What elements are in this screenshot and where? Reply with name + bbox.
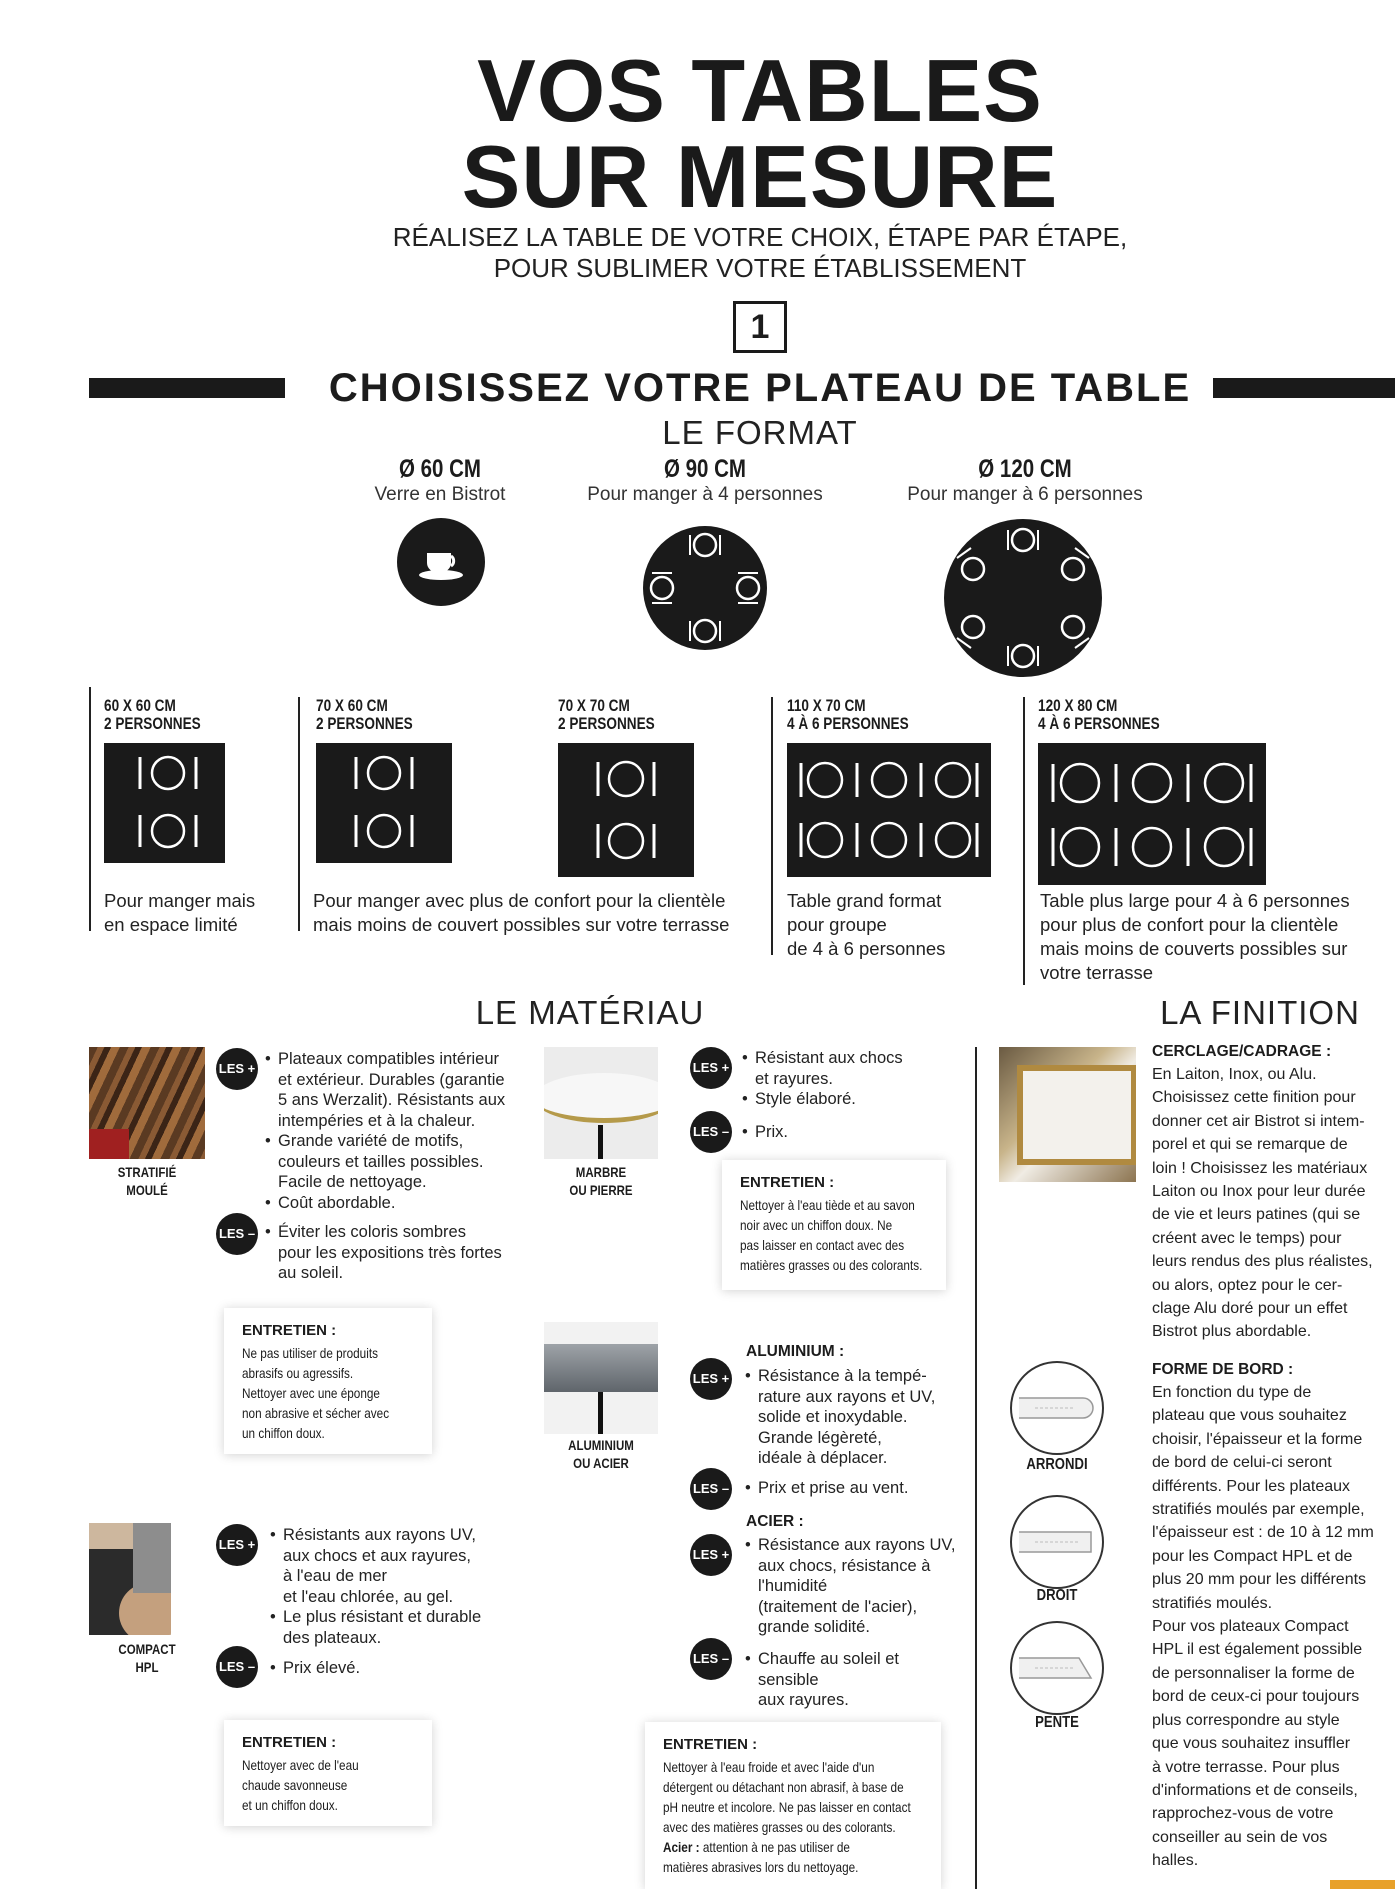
rect-desc: Table grand format pour groupe de 4 à 6 personnes (787, 890, 946, 959)
alu-entretien-card: ENTRETIEN : Nettoyer à l'eau froide et avec l'aide d'un détergent ou détachant non abrasif, à base de pH neutre et incolore. Ne pas laisser en contact avec des matières grasses ou des colorants. Acier : attention à ne pas utiliser de matières abrasives lors du nettoyage. (645, 1722, 941, 1889)
rect-persons: 4 À 6 PERSONNES (1038, 714, 1160, 733)
edge-label: PENTE (1035, 1714, 1079, 1731)
table-110x70-icon (787, 743, 991, 877)
stratifie-entretien-card: ENTRETIEN : Ne pas utiliser de produits abrasifs ou agressifs. Nettoyer avec une éponge non abrasive et sécher avec un chiffon doux. (224, 1308, 432, 1454)
marbre-photo (544, 1047, 658, 1159)
marbre-plus-list: • Résistant aux chocs et rayures. • Style élaboré. (742, 1048, 982, 1110)
edge-straight-icon (1009, 1494, 1105, 1590)
marbre-entretien-card: ENTRETIEN : Nettoyer à l'eau tiède et au savon noir avec un chiffon doux. Ne pas laisser en contact avec des matières grasses ou des colorants. (722, 1160, 946, 1290)
divider-bar-right (1213, 378, 1395, 398)
page-subtitle-line1: RÉALISEZ LA TABLE DE VOTRE CHOIX, ÉTAPE PAR ÉTAPE, (392, 222, 1128, 252)
cerclage-photo (999, 1047, 1136, 1182)
rect-persons: 2 PERSONNES (104, 714, 201, 733)
minus-badge: LES – (690, 1638, 732, 1680)
compact-label: COMPACT HPL (118, 1641, 176, 1675)
edge-slope-icon (1009, 1620, 1105, 1716)
plus-badge: LES + (216, 1524, 258, 1566)
edge-label: ARRONDI (1026, 1456, 1088, 1473)
round-table-6-icon (943, 518, 1103, 678)
plus-badge: LES + (216, 1048, 258, 1090)
round-size: Ø 60 CM (398, 455, 482, 483)
stratifie-plus-list: • Plateaux compatibles intérieur et extérieur. Durables (garantie 5 ans Werzalit). Résistants aux intempéries et à la chaleur. • Grande variété de motifs, couleurs et tailles possibles. Facile de nettoyage. • Coût abordable. (265, 1049, 525, 1213)
format-title: LE FORMAT (662, 414, 858, 451)
round-desc: Verre en Bistrot (374, 484, 506, 505)
compact-minus-list: • Prix élevé. (270, 1658, 470, 1679)
minus-badge: LES – (216, 1646, 258, 1688)
alu-plus-list: • Résistance à la tempé- rature aux rayons et UV, solide et inoxydable. Grande légèreté, idéale à déplacer. (745, 1366, 985, 1469)
rect-persons: 2 PERSONNES (558, 714, 655, 733)
alu-minus-list: • Prix et prise au vent. (745, 1478, 985, 1499)
round-size: Ø 120 CM (978, 455, 1072, 483)
round-size: Ø 90 CM (663, 455, 747, 483)
marbre-label: MARBRE OU PIERRE (569, 1164, 633, 1198)
page-title-line2: SUR MESURE (461, 127, 1059, 226)
alu-label: ALUMINIUM OU ACIER (568, 1437, 634, 1471)
acier-minus-list: • Chauffe au soleil et sensible aux rayures. (745, 1649, 985, 1711)
round-desc: Pour manger à 4 personnes (587, 484, 823, 505)
materiau-title: LE MATÉRIAU (475, 994, 705, 1031)
rect-dim: 110 X 70 CM (787, 696, 866, 715)
rect-dim: 70 X 70 CM (558, 696, 630, 715)
rect-dim: 70 X 60 CM (316, 696, 388, 715)
round-table-4-icon (642, 525, 768, 651)
minus-badge: LES – (690, 1468, 732, 1510)
acier-heading: ACIER : (746, 1513, 804, 1530)
plus-badge: LES + (690, 1047, 732, 1089)
round-desc: Pour manger à 6 personnes (907, 484, 1143, 505)
stratifie-photo (89, 1047, 205, 1159)
stratifie-label: STRATIFIÉ MOULÉ (117, 1164, 177, 1198)
compact-photo-grey (133, 1523, 171, 1593)
rect-desc: Table plus large pour 4 à 6 personnes pour plus de confort pour la clientèle mais moins de couverts possibles sur votre terrasse (1040, 890, 1350, 983)
compact-entretien-card: ENTRETIEN : Nettoyer avec de l'eau chaude savonneuse et un chiffon doux. (224, 1720, 432, 1826)
marbre-minus-list: • Prix. (742, 1122, 942, 1143)
table-120x80-icon (1038, 743, 1266, 885)
rect-dim: 60 X 60 CM (104, 696, 176, 715)
rect-persons: 2 PERSONNES (316, 714, 413, 733)
alu-photo (544, 1322, 658, 1434)
stratifie-minus-list: • Éviter les coloris sombres pour les expositions très fortes au soleil. (265, 1222, 525, 1284)
minus-badge: LES – (216, 1213, 258, 1255)
page-title-line1: VOS TABLES (477, 41, 1043, 140)
table-70x70-icon (558, 743, 694, 877)
plus-badge: LES + (690, 1358, 732, 1400)
edge-label: DROIT (1036, 1587, 1078, 1604)
edge-rounded-icon (1009, 1360, 1105, 1456)
page-subtitle-line2: POUR SUBLIMER VOTRE ÉTABLISSEMENT (493, 253, 1027, 283)
coffee-cup-icon (396, 517, 486, 607)
cerclage-text: En Laiton, Inox, ou Alu. Choisissez cette finition pour donner cet air Bistrot si intem- porel et qui se remarque de loin ! Choisissez les matériaux Laiton ou Inox pour leur durée de vie et leurs patines (qui se créent avec le temps) pour leurs rendus des plus réalistes, ou alors, optez pour le cer- clage Alu doré pour un effet Bistrot plus abordable. (1152, 1066, 1373, 1341)
step-number: 1 (733, 301, 787, 353)
rect-persons: 4 À 6 PERSONNES (787, 714, 909, 733)
table-60x60-icon (104, 743, 225, 863)
cerclage-heading: CERCLAGE/CADRAGE : (1152, 1043, 1332, 1060)
bord-heading: FORME DE BORD : (1152, 1361, 1294, 1378)
finition-title: LA FINITION (1160, 994, 1360, 1031)
column-divider (771, 697, 773, 955)
rect-desc: Pour manger avec plus de confort pour la clientèle mais moins de couvert possibles sur votre terrasse (313, 890, 730, 935)
column-divider (89, 687, 91, 931)
table-70x60-icon (316, 743, 452, 863)
rect-desc: Pour manger mais en espace limité (104, 890, 256, 935)
alu-heading: ALUMINIUM : (746, 1343, 845, 1360)
column-divider (298, 697, 300, 931)
acier-plus-list: • Résistance aux rayons UV, aux chocs, résistance à l'humidité (traitement de l'acier), grande solidité. (745, 1535, 985, 1638)
bord-text: En fonction du type de plateau que vous souhaitez choisir, l'épaisseur et la forme de bord de celui-ci seront différents. Pour les plateaux stratifiés moulés par exemple, l'épaisseur est : de 10 à 12 mm pour les Compact HPL et de plus 20 mm pour les différents stratifiés moulés. Pour vos plateaux Compact HPL il est également possible de personnaliser la forme de bord de ceux-ci pour toujours plus correspondre au style que vous souhaitez insuffler à votre terrasse. Pour plus d'informations et de conseils, rapprochez-vous de votre conseiller au sein de vos halles. (1152, 1384, 1374, 1870)
plus-badge: LES + (690, 1534, 732, 1576)
rect-dim: 120 X 80 CM (1038, 696, 1118, 715)
compact-plus-list: • Résistants aux rayons UV, aux chocs et aux rayures, à l'eau de mer et l'eau chlorée, au gel. • Le plus résistant et durable des plateaux. (270, 1525, 530, 1648)
divider-bar-left (89, 378, 285, 398)
minus-badge: LES – (690, 1111, 732, 1153)
step-title: CHOISISSEZ VOTRE PLATEAU DE TABLE (328, 366, 1192, 410)
column-divider (1023, 697, 1025, 985)
corner-tab (1330, 1880, 1395, 1889)
